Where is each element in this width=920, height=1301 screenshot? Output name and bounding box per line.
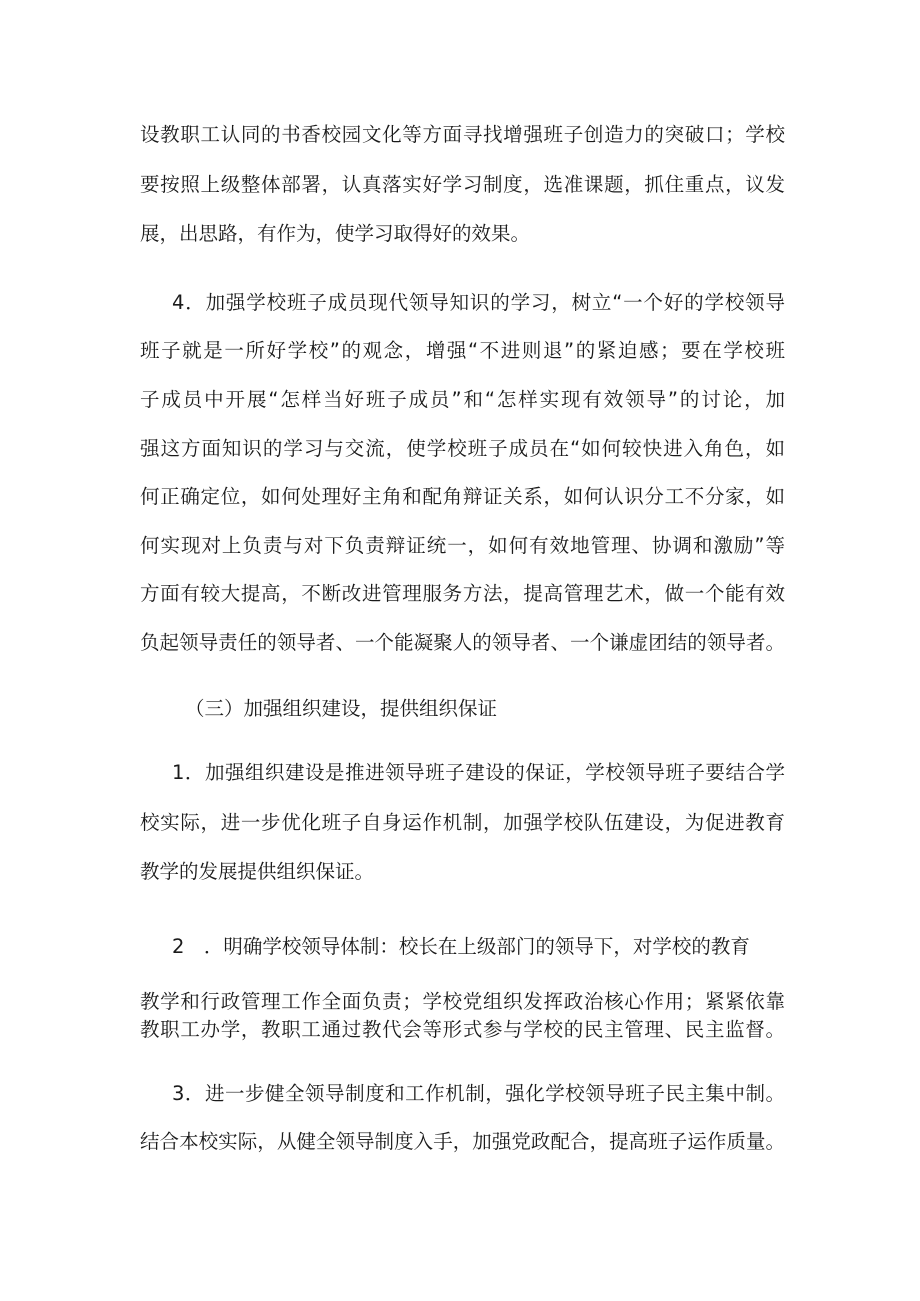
paragraph-line: 校实际，进一步优化班子自身运作机制，加强学校队伍建设，为促进教育 [140,811,785,834]
paragraph-line: 教学和行政管理工作全面负责；学校党组织发挥政治核心作用；紧紧依靠 [140,990,785,1013]
paragraph-line: 结合本校实际，从健全领导制度入手，加强党政配合，提高班子运作质量。 [140,1130,785,1153]
paragraph-line: 3．进一步健全领导制度和工作机制，强化学校领导班子民主集中制。 [172,1082,785,1105]
paragraph-line: 教学的发展提供组织保证。 [140,860,375,883]
paragraph-line: 要按照上级整体部署，认真落实好学习制度，选准课题，抓住重点，议发 [140,173,785,196]
paragraph-line: 何正确定位，如何处理好主角和配角辩证关系，如何认识分工不分家，如 [140,485,785,508]
paragraph-line: 4．加强学校班子成员现代领导知识的学习，树立“一个好的学校领导 [172,291,785,314]
paragraph-line: 教职工办学，教职工通过教代会等形式参与学校的民主管理、民主监督。 [140,1018,785,1041]
paragraph-line: 2 ．明确学校领导体制：校长在上级部门的领导下，对学校的教育 [172,935,750,958]
paragraph-line: 1．加强组织建设是推进领导班子建设的保证，学校领导班子要结合学 [172,761,785,784]
paragraph-line: 子成员中开展“怎样当好班子成员”和“怎样实现有效领导”的讨论，加 [140,388,785,411]
paragraph-line: 负起领导责任的领导者、一个能凝聚人的领导者、一个谦虚团结的领导者。 [140,631,785,654]
paragraph-line: 展，出思路，有作为，使学习取得好的效果。 [140,222,531,245]
paragraph-line: 强这方面知识的学习与交流，使学校班子成员在“如何较快进入角色，如 [140,437,785,460]
paragraph-line: 何实现对上负责与对下负责辩证统一，如何有效地管理、协调和激励”等 [140,534,785,557]
paragraph-line: 班子就是一所好学校”的观念，增强“不进则退”的紧迫感；要在学校班 [140,339,785,362]
section-heading: （三）加强组织建设，提供组织保证 [185,697,498,720]
paragraph-line: 方面有较大提高，不断改进管理服务方法，提高管理艺术，做一个能有效 [140,582,785,605]
paragraph-line: 设教职工认同的书香校园文化等方面寻找增强班子创造力的突破口；学校 [140,123,785,146]
